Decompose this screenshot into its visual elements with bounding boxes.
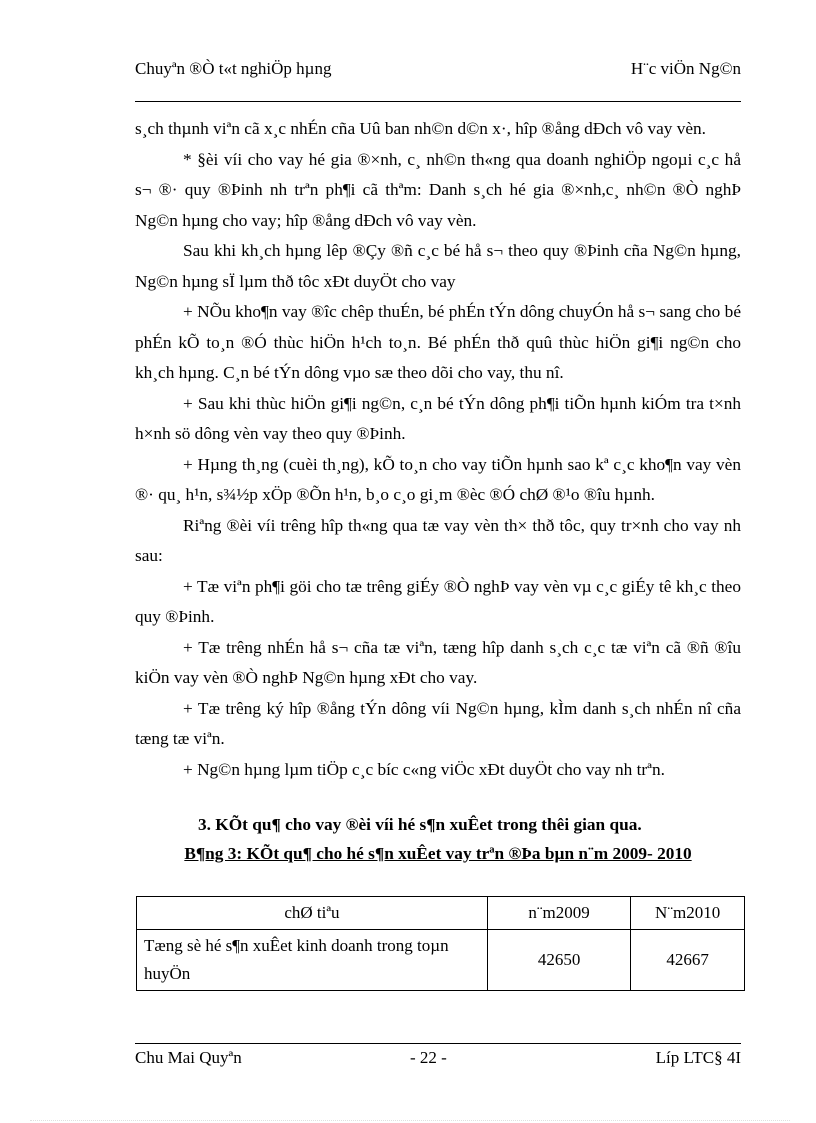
paragraph-2: * §èi víi cho vay hé gia ®×nh, c¸ nh©n th«ng qua doanh nghiÖp ngoµi c¸c hå s¬ ®· quy ®Þinh nh trªn ph¶i cã thªm: Danh s¸ch hé gia ®×nh,c¸ nh©n ®Ò nghÞ Ng©n hµng cho vay; hîp ®ång dÐch vô vay vèn. xyxy=(135,149,741,230)
table-caption: B¶ng 3: KÕt qu¶ cho hé s¶n xuÊet vay trªn ®Þa bµn n¨m 2009- 2010 xyxy=(184,844,692,863)
paragraph-3: Sau khi kh¸ch hµng lêp ®Çy ®ñ c¸c bé hå s¬ theo quy ®Þinh cña Ng©n hµng, Ng©n hµng sÏ lµm thð tôc xÐt duyÖt cho vay xyxy=(135,241,741,291)
page-footer xyxy=(135,1043,741,1074)
header-institution: H¨c viÖn Ng©n xyxy=(630,59,741,78)
paragraph-11: + Ng©n hµng lµm tiÖp c¸c bíc c«ng viÖc xÐt duyÖt cho vay nh trªn. xyxy=(183,759,665,779)
paragraph-9: + Tæ trêng nhÉn hå s¬ cña tæ viªn, tæng hîp danh s¸ch c¸c tæ viªn cã ®ñ ®îu kiÖn vay vèn ®Ò nghÞ Ng©n hµng xÐt cho vay. xyxy=(135,637,741,687)
table-cell-2009: 42650 xyxy=(487,930,630,991)
header-document-title: Chuyªn ®Ò t«t nghiÖp hµng xyxy=(135,59,332,78)
footer-class: Líp LTC§ 4I xyxy=(655,1048,741,1067)
table-cell-indicator: Tæng sè hé s¶n xuÊet kinh doanh trong toµn huyÖn xyxy=(137,930,488,991)
table-cell-2010: 42667 xyxy=(631,930,745,991)
paragraph-10: + Tæ trêng ký hîp ®ång tÝn dông víi Ng©n hµng, kÌm danh s¸ch nhÉn nî cña tæng tæ viªn. xyxy=(135,698,741,748)
table-header-row xyxy=(137,897,745,930)
paragraph-6: + Hµng th¸ng (cuèi th¸ng), kÕ to¸n cho vay tiÕn hµnh sao kª c¸c kho¶n vay vèn ®· qu¸ h¹n, s¾½p xÖp ®Õn h¹n, b¸o c¸o gi¸m ®èc ®Ó chØ ®¹o ®îu hµnh. xyxy=(135,454,741,504)
body-text xyxy=(135,114,741,785)
table-header-2009: n¨m2009 xyxy=(487,897,630,930)
page-header xyxy=(135,58,741,102)
paragraph-8: + Tæ viªn ph¶i göi cho tæ trêng giÉy ®Ò nghÞ vay vèn vµ c¸c giÉy tê kh¸c theo quy ®Þinh. xyxy=(135,576,741,626)
paragraph-1: s¸ch thµnh viªn cã x¸c nhÉn cña Uû ban nh©n d©n x·, hîp ®ång dÐch vô vay vèn. xyxy=(135,119,706,138)
page-edge-divider xyxy=(30,1120,790,1121)
table-header-2010: N¨m2010 xyxy=(631,897,745,930)
results-table xyxy=(136,896,745,991)
table-header-indicator: chØ tiªu xyxy=(137,897,488,930)
paragraph-5: + Sau khi thùc hiÖn gi¶i ng©n, c¸n bé tÝn dông ph¶i tiÕn hµnh kiÓm tra t×nh h×nh sö dông vèn vay theo quy ®Þinh. xyxy=(135,393,741,443)
footer-author: Chu Mai Quyªn xyxy=(135,1048,242,1067)
paragraph-4: + NÕu kho¶n vay ®îc chêp thuÉn, bé phÉn tÝn dông chuyÓn hå s¬ sang cho bé phÉn kÕ to¸n ®Ó thùc hiÖn h¹ch to¸n. Bé phÉn thð quû thùc hiÖn gi¶i ng©n cho kh¸ch hµng. C¸n bé tÝn dông vµo sæ theo dõi cho vay, thu nî. xyxy=(135,302,741,382)
table-row xyxy=(137,930,745,991)
section-heading: 3. KÕt qu¶ cho vay ®èi víi hé s¶n xuÊet trong thêi gian qua. xyxy=(198,815,642,834)
paragraph-7: Riªng ®èi víi trêng hîp th«ng qua tæ vay vèn th× thð tôc, quy tr×nh cho vay nh sau: xyxy=(135,515,741,565)
page-number: - 22 - xyxy=(410,1048,447,1067)
